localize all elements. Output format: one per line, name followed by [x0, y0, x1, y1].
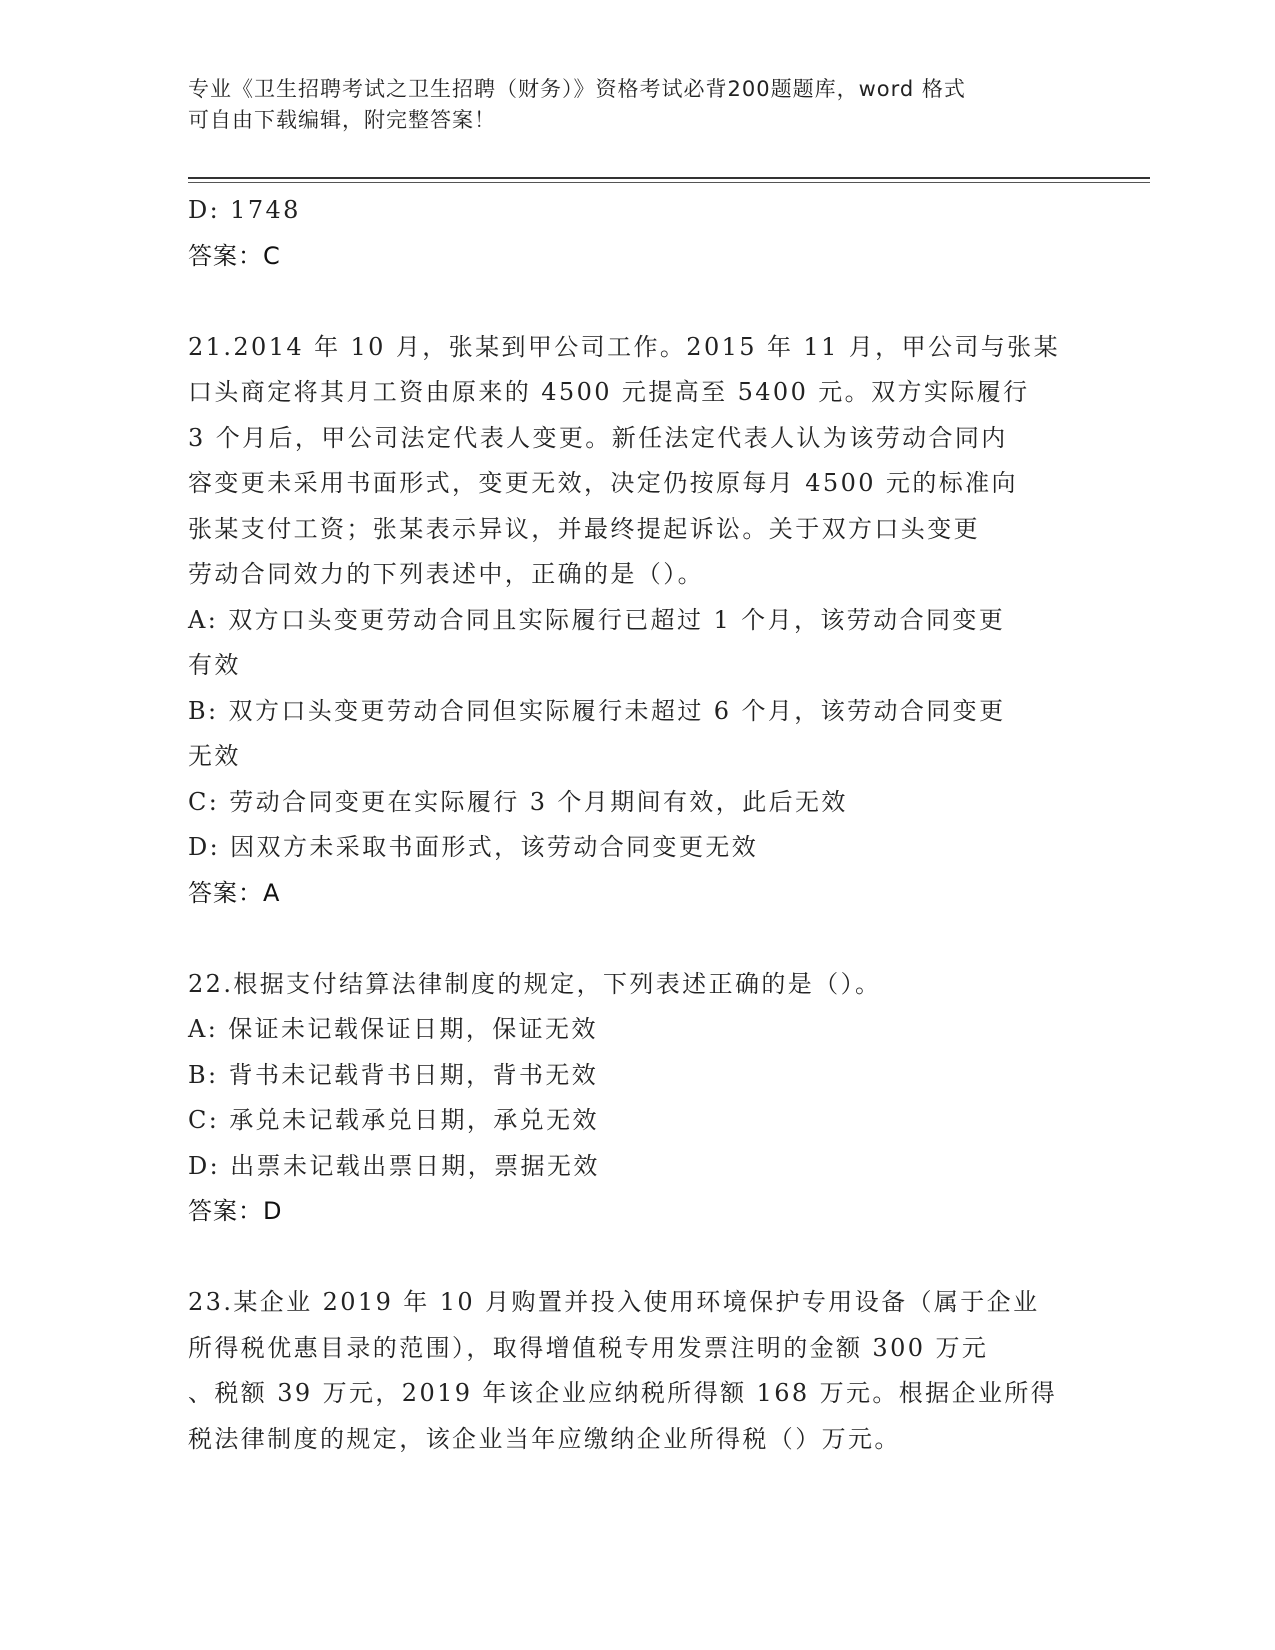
question-22	[188, 962, 1088, 1235]
q21-stem-line-6: 劳动合同效力的下列表述中，正确的是（）。	[188, 560, 704, 588]
header-line-1: 专业《卫生招聘考试之卫生招聘（财务）》资格考试必背200题题库，word 格式	[188, 77, 966, 101]
q23-stem-line-4: 税法律制度的规定，该企业当年应缴纳企业所得税（）万元。	[188, 1424, 901, 1453]
document-body	[188, 188, 1088, 1462]
q21-stem-line-4: 容变更未采用书面形式，变更无效，决定仍按原每月 4500 元的标准向	[188, 469, 1018, 497]
document-header	[188, 74, 1068, 136]
q22-stem: 22.根据支付结算法律制度的规定，下列表述正确的是（）。	[188, 969, 882, 998]
q23-stem-line-3: 、税额 39 万元，2019 年该企业应纳税所得额 168 万元。根据企业所得	[188, 1379, 1058, 1407]
q21-stem-line-5: 张某支付工资；张某表示异议，并最终提起诉讼。关于双方口头变更	[188, 514, 980, 543]
q21-option-b-line-1: B: 双方口头变更劳动合同但实际履行未超过 6 个月，该劳动合同变更	[188, 696, 1006, 725]
q21-option-d: D: 因双方未采取书面形式，该劳动合同变更无效	[188, 833, 759, 861]
spacer	[188, 916, 1088, 962]
q23-stem-line-1: 23.某企业 2019 年 10 月购置并投入使用环境保护专用设备（属于企业	[188, 1288, 1040, 1316]
q22-option-d: D: 出票未记载出票日期，票据无效	[188, 1151, 600, 1180]
q21-option-c: C: 劳动合同变更在实际履行 3 个月期间有效，此后无效	[188, 787, 848, 816]
header-divider-thin	[188, 182, 1150, 183]
q22-answer: 答案：D	[188, 1197, 283, 1225]
q21-stem-line-1: 21.2014 年 10 月，张某到甲公司工作。2015 年 11 月，甲公司与张某	[188, 332, 1060, 361]
q21-stem-line-2: 口头商定将其月工资由原来的 4500 元提高至 5400 元。双方实际履行	[188, 378, 1030, 406]
q21-answer: 答案：A	[188, 878, 281, 907]
q22-option-a: A: 保证未记载保证日期，保证无效	[188, 1015, 598, 1043]
q21-option-a-line-1: A: 双方口头变更劳动合同且实际履行已超过 1 个月，该劳动合同变更	[188, 605, 1006, 634]
spacer	[188, 279, 1088, 325]
question-21	[188, 325, 1088, 917]
header-line-2: 可自由下载编辑，附完整答案！	[188, 108, 496, 132]
prev-answer: 答案：C	[188, 241, 281, 270]
q22-option-c: C: 承兑未记载承兑日期，承兑无效	[188, 1106, 599, 1134]
header-divider-thick	[188, 177, 1150, 179]
q21-stem-line-3: 3 个月后，甲公司法定代表人变更。新任法定代表人认为该劳动合同内	[188, 423, 1008, 452]
prev-option-d: D: 1748	[188, 196, 301, 224]
spacer	[188, 1235, 1088, 1281]
q21-option-a-line-2: 有效	[188, 651, 241, 679]
q22-option-b: B: 背书未记载背书日期，背书无效	[188, 1060, 599, 1089]
question-23	[188, 1280, 1088, 1462]
q23-stem-line-2: 所得税优惠目录的范围），取得增值税专用发票注明的金额 300 万元	[188, 1333, 989, 1362]
q21-option-b-line-2: 无效	[188, 742, 241, 770]
